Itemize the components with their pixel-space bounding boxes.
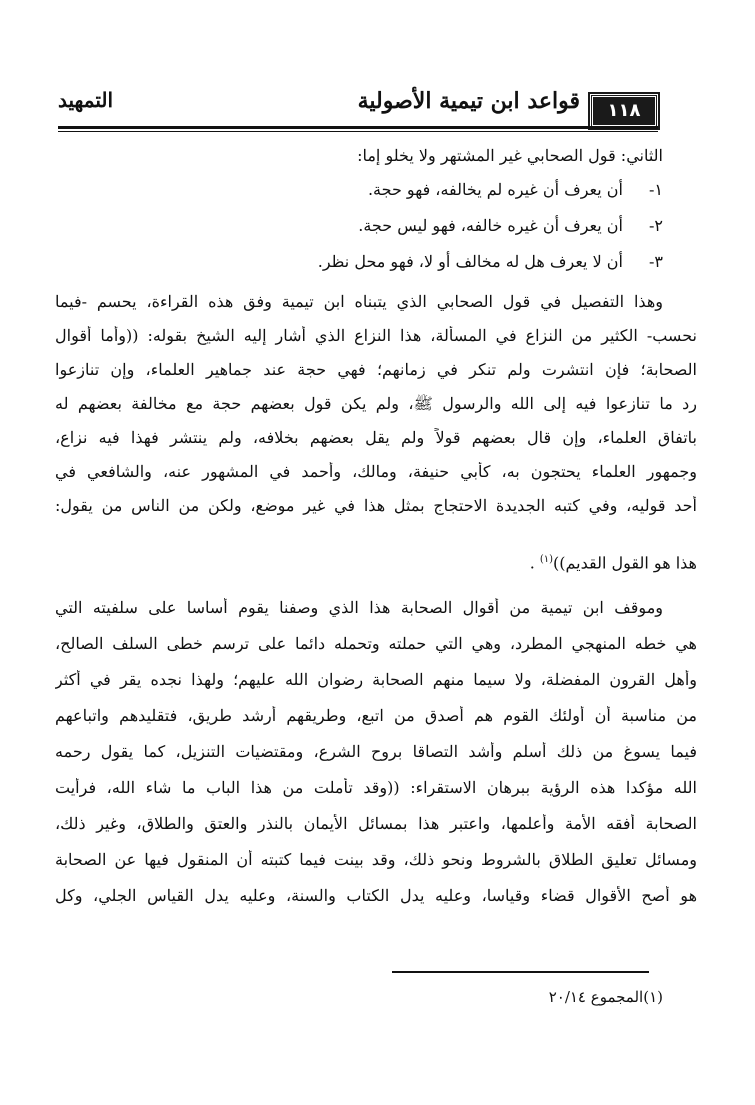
- intro-line: الثاني: قول الصحابي غير المشتهر ولا يخلو إما:: [357, 146, 663, 165]
- header-rule-thin: [58, 131, 658, 132]
- text-line: وموقف ابن تيمية من أقوال الصحابة هذا الذي وصفنا يقوم أساسا على سلفيته التي: [55, 598, 663, 617]
- book-title: قواعد ابن تيمية الأصولية: [357, 88, 580, 114]
- text-line: وأهل القرون المفضلة، ولا سيما منهم الصحابة رضوان الله عليهم؛ ولهذا نجده يقر في أكثر: [55, 670, 697, 689]
- header-rule: [58, 126, 658, 129]
- footnote-rule: [392, 971, 649, 973]
- text-line: الله مؤكدا هذه الرؤية ببرهان الاستقراء: ((وقد تأملت من هذا الباب ما شاء الله، فرأيت: [55, 778, 697, 797]
- text-line-last: هذا هو القول القديم))$^{(١)}$ .: [529, 553, 697, 573]
- text-line: باتفاق العلماء، وإن قال بعضهم قولاً ولم يقل بعضهم بخلافه، ولم ينتشر فهذا فيه نزاع،: [55, 428, 697, 447]
- text-line: الصحابة أفقه الأمة وأعلمها، واعتبر هذا بمسائل الأيمان بالنذر والعتق والطلاق، وغير ذلك،: [55, 814, 697, 833]
- text-line: نحسب- الكثير من النزاع في المسألة، هذا النزاع الذي أشار إليه الشيخ بقوله: ((وأما أقوال: [55, 326, 697, 345]
- text-line: أحد قوليه، وفي كتبه الجديدة الاحتجاج بمثل هذا في غير موضع، ولكن من الناس من يقول:: [55, 496, 697, 515]
- text-line: رد ما تنازعوا فيه إلى الله والرسول ﷺ، ولم يكن قول بعضهم حجة مع مخالفة بعضهم له: [55, 394, 697, 413]
- list-text: أن لا يعرف هل له مخالف أو لا، فهو محل نظر.: [317, 252, 623, 271]
- text-line: ومسائل تعليق الطلاق بالشروط ونحو ذلك، وقد بينت فيما كتبته أن المنقول فيها عن الصحابة: [55, 850, 697, 869]
- list-number: ٣-: [649, 252, 663, 271]
- text-line: وهذا التفصيل في قول الصحابي الذي يتبناه ابن تيمية وفق هذه القراءة، يحسم -فيما: [55, 292, 663, 311]
- list-text: أن يعرف أن غيره خالفه، فهو ليس حجة.: [358, 216, 623, 235]
- text-line: هو أصح الأقوال قضاء وقياسا، وعليه يدل الكتاب والسنة، وعليه يدل القياس الجلي، وكل: [55, 886, 697, 905]
- text-line: هي خطه المنهجي المطرد، وهي التي حملته وتحمله دائما على ترسم خطى السلف الصالح،: [55, 634, 697, 653]
- quote-end: هذا هو القول القديم)): [553, 553, 697, 573]
- list-number: ٢-: [649, 216, 663, 235]
- list-item: [318, 252, 663, 272]
- list-number: ١-: [649, 180, 663, 199]
- footnote-marker: (١): [539, 554, 554, 565]
- footnote: (١)المجموع ٢٠/١٤: [548, 988, 663, 1006]
- text-line: الصحابة؛ فإن انتشرت ولم تنكر في زمانهم؛ فهي حجة عند جماهير العلماء، وإن تنازعوا: [55, 360, 697, 379]
- text-line: فيما يسوغ من ذلك أسلم وأشد التصاقا بروح الشرع، ومقتضيات التنزيل، كما يقول رحمه: [55, 742, 697, 761]
- list-text: أن يعرف أن غيره لم يخالفه، فهو حجة.: [367, 180, 623, 199]
- text-line: وجمهور العلماء يحتجون به، كأبي حنيفة، ومالك، وأحمد في المشهور عنه، والشافعي في: [55, 462, 697, 481]
- list-item: [368, 180, 663, 200]
- text-line: من مناسبة أن أولئك القوم هم أصدق من اتبع، وطريقهم أرشد طريق، فتقليدهم واتباعهم: [55, 706, 697, 725]
- list-item: [358, 216, 663, 236]
- page-header: [58, 84, 658, 126]
- section-title: التمهيد: [58, 88, 113, 112]
- page-number: ١١٨: [590, 94, 658, 128]
